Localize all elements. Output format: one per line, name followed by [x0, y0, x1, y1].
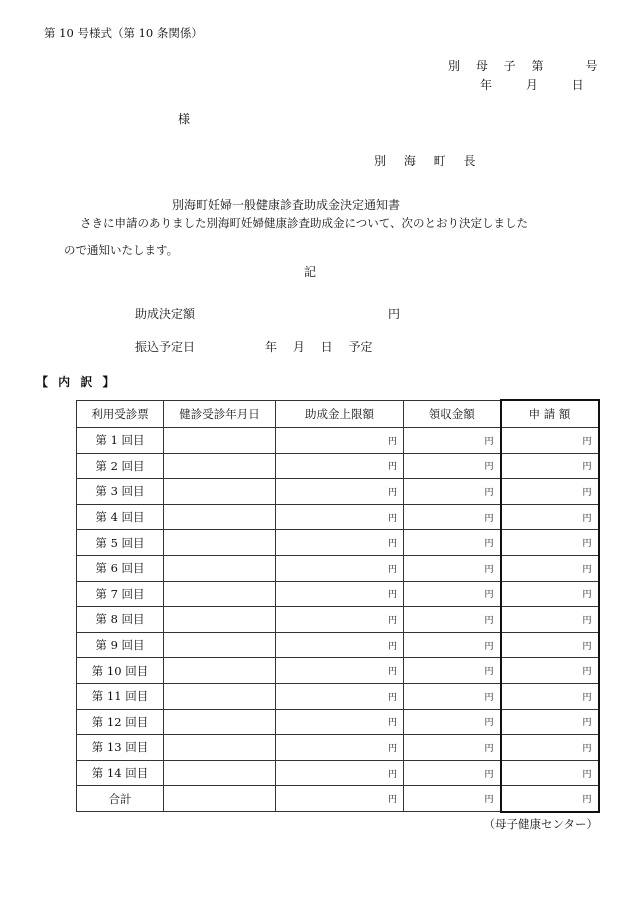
table-row [77, 760, 599, 786]
row-label: 第 9 回目 [77, 632, 164, 658]
row-label: 第 2 回目 [77, 453, 164, 479]
table-row [77, 632, 599, 658]
exam-date-cell [164, 632, 276, 658]
header-receipt-amount: 領収金額 [404, 400, 501, 428]
exam-date-cell [164, 479, 276, 505]
addressee-honorific: 様 [178, 112, 191, 126]
exam-date-cell [164, 581, 276, 607]
row-label: 第 4 回目 [77, 504, 164, 530]
row-label: 第 6 回目 [77, 555, 164, 581]
receipt-amount-cell: 円 [404, 786, 501, 812]
applied-amount-cell: 円 [501, 504, 599, 530]
body-text-line-2: ので通知いたします。 [64, 243, 179, 257]
grant-limit-cell: 円 [276, 504, 404, 530]
row-label: 第 7 回目 [77, 581, 164, 607]
grant-limit-cell: 円 [276, 607, 404, 633]
table-row [77, 735, 599, 761]
receipt-amount-cell: 円 [404, 709, 501, 735]
table-row [77, 709, 599, 735]
receipt-amount-cell: 円 [404, 453, 501, 479]
grant-limit-cell: 円 [276, 632, 404, 658]
table-header-row [77, 400, 599, 428]
applied-amount-cell: 円 [501, 555, 599, 581]
exam-date-cell [164, 453, 276, 479]
header-exam-date: 健診受診年月日 [164, 400, 276, 428]
exam-date-cell [164, 760, 276, 786]
applied-amount-cell: 円 [501, 683, 599, 709]
row-label: 第 10 回目 [77, 658, 164, 684]
receipt-amount-cell: 円 [404, 479, 501, 505]
applied-amount-cell: 円 [501, 658, 599, 684]
exam-date-cell [164, 428, 276, 454]
applied-amount-cell: 円 [501, 760, 599, 786]
row-label: 合計 [77, 786, 164, 812]
exam-date-cell [164, 530, 276, 556]
table-row [77, 658, 599, 684]
breakdown-table [76, 399, 600, 813]
applied-amount-cell: 円 [501, 735, 599, 761]
receipt-amount-cell: 円 [404, 428, 501, 454]
applied-amount-cell: 円 [501, 479, 599, 505]
grant-amount-unit: 円 [388, 307, 401, 321]
applied-amount-cell: 円 [501, 632, 599, 658]
receipt-amount-cell: 円 [404, 555, 501, 581]
table-row [77, 683, 599, 709]
applied-amount-cell: 円 [501, 581, 599, 607]
row-label: 第 11 回目 [77, 683, 164, 709]
grant-limit-cell: 円 [276, 428, 404, 454]
grant-limit-cell: 円 [276, 479, 404, 505]
table-row [77, 479, 599, 505]
receipt-amount-cell: 円 [404, 607, 501, 633]
body-text-line-1: さきに申請のありました別海町妊婦健康診査助成金について、次のとおり決定しました [80, 216, 529, 230]
table-row [77, 504, 599, 530]
row-label: 第 3 回目 [77, 479, 164, 505]
applied-amount-cell: 円 [501, 453, 599, 479]
receipt-amount-cell: 円 [404, 504, 501, 530]
row-label: 第 1 回目 [77, 428, 164, 454]
grant-limit-cell: 円 [276, 786, 404, 812]
footer-note: （母子健康センター） [483, 817, 598, 831]
transfer-date-value: 年 月 日 予定 [265, 340, 373, 354]
grant-limit-cell: 円 [276, 709, 404, 735]
row-label: 第 13 回目 [77, 735, 164, 761]
grant-amount-label: 助成決定額 [135, 307, 196, 321]
receipt-amount-cell: 円 [404, 735, 501, 761]
grant-limit-cell: 円 [276, 658, 404, 684]
exam-date-cell [164, 709, 276, 735]
row-label: 第 5 回目 [77, 530, 164, 556]
exam-date-cell [164, 504, 276, 530]
row-label: 第 14 回目 [77, 760, 164, 786]
table-row [77, 786, 599, 812]
reference-number: 別 母 子 第 号 [448, 59, 604, 73]
breakdown-heading: 【 内 訳 】 [36, 375, 118, 389]
grant-limit-cell: 円 [276, 530, 404, 556]
exam-date-cell [164, 786, 276, 812]
table-row [77, 530, 599, 556]
receipt-amount-cell: 円 [404, 658, 501, 684]
row-label: 第 12 回目 [77, 709, 164, 735]
table-row [77, 428, 599, 454]
applied-amount-cell: 円 [501, 428, 599, 454]
exam-date-cell [164, 683, 276, 709]
receipt-amount-cell: 円 [404, 683, 501, 709]
grant-limit-cell: 円 [276, 581, 404, 607]
row-label: 第 8 回目 [77, 607, 164, 633]
grant-limit-cell: 円 [276, 453, 404, 479]
exam-date-cell [164, 607, 276, 633]
exam-date-cell [164, 555, 276, 581]
header-applied-amount: 申 請 額 [501, 400, 599, 428]
receipt-amount-cell: 円 [404, 581, 501, 607]
ki-heading: 記 [304, 265, 317, 279]
grant-limit-cell: 円 [276, 683, 404, 709]
document-title: 別海町妊婦一般健康診査助成金決定通知書 [172, 198, 401, 212]
issuer-name: 別 海 町 長 [374, 154, 483, 168]
table-row [77, 607, 599, 633]
applied-amount-cell: 円 [501, 786, 599, 812]
table-row [77, 453, 599, 479]
issue-date: 年 月 日 [480, 78, 590, 92]
receipt-amount-cell: 円 [404, 632, 501, 658]
grant-limit-cell: 円 [276, 735, 404, 761]
applied-amount-cell: 円 [501, 709, 599, 735]
grant-limit-cell: 円 [276, 555, 404, 581]
exam-date-cell [164, 658, 276, 684]
table-row [77, 581, 599, 607]
table-row [77, 555, 599, 581]
grant-limit-cell: 円 [276, 760, 404, 786]
receipt-amount-cell: 円 [404, 760, 501, 786]
header-ticket: 利用受診票 [77, 400, 164, 428]
exam-date-cell [164, 735, 276, 761]
applied-amount-cell: 円 [501, 530, 599, 556]
header-grant-limit: 助成金上限額 [276, 400, 404, 428]
receipt-amount-cell: 円 [404, 530, 501, 556]
transfer-date-label: 振込予定日 [135, 340, 196, 354]
applied-amount-cell: 円 [501, 607, 599, 633]
form-number: 第 10 号様式（第 10 条関係） [44, 26, 203, 40]
